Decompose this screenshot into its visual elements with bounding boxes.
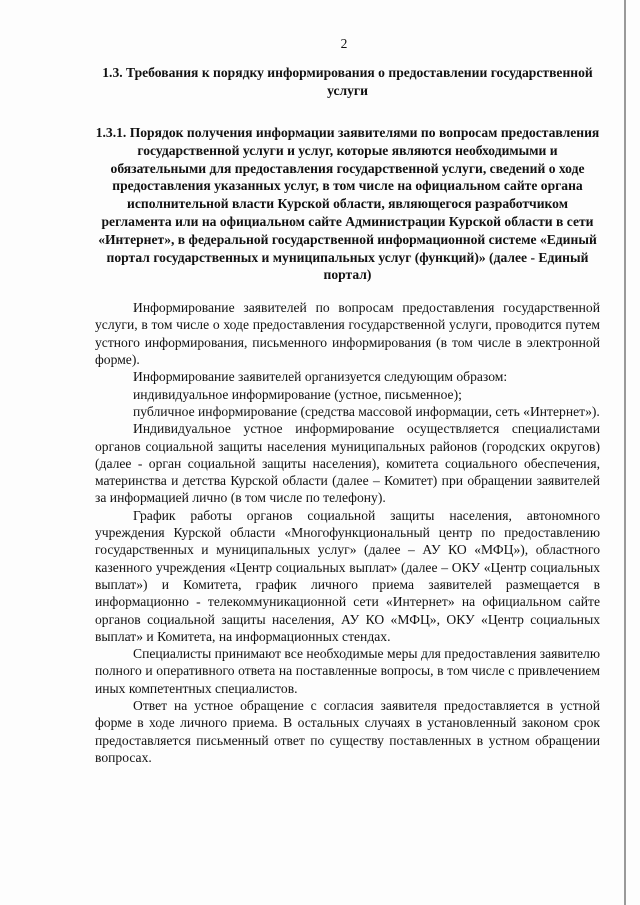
scan-edge-line [624, 0, 626, 905]
paragraph: публичное информирование (средства массовой информации, сеть «Интернет»). [133, 403, 600, 419]
body-text [95, 299, 600, 766]
paragraph: Информирование заявителей по вопросам предоставления государственной услуги, в том числе о ходе предоставления государственной услуги, проводится путем устного информирования, письменного информирования (в том числе в электронной форме). [95, 300, 600, 368]
paragraph: Индивидуальное устное информирование осуществляется специалистами органов социальной защиты населения муниципальных районов (городских округов) (далее - орган социальной защиты населения), комитета социального обеспечения, материнства и детства Курской области (далее – Комитет) при обращении заявителей за информацией лично (в том числе по телефону). [95, 421, 600, 506]
paragraph: Ответ на устное обращение с согласия заявителя предоставляется в устной форме в ходе личного приема. В остальных случаях в установленный законом срок предоставляется письменный ответ по существу поставленных в устном обращении вопросах. [95, 698, 600, 765]
page-content [95, 64, 600, 766]
paragraph: индивидуальное информирование (устное, письменное); [133, 386, 462, 402]
page-number: 2 [340, 36, 348, 51]
paragraph: Информирование заявителей организуется следующим образом: [133, 369, 508, 385]
paragraph: График работы органов социальной защиты населения, автономного учреждения Курской области «Многофункциональный центр по предоставлению государственных и муниципальных услуг» (далее – АУ КО «МФЦ»), областного казенного учреждения «Центр социальных выплат» (далее – ОКУ «Центр социальных выплат») и Комитета, график личного приема заявителей размещается в информационно - телекоммуникационной сети «Интернет» на официальном сайте органов социальной защиты населения, АУ КО «МФЦ», ОКУ «Центр социальных выплат» и Комитета, на информационных стендах. [95, 507, 600, 644]
subsection-title: 1.3.1. Порядок получения информации заявителями по вопросам предоставления государственной услуги и услуг, которые являются необходимыми и обязательными для предоставления государственной услуги, сведений о ходе предоставления указанных услуг, в том числе на официальном сайте органа исполнительной власти Курской области, являющегося разработчиком регламента или на официальном сайте Администрации Курской области в сети «Интернет», в федеральной государственной информационной системе «Единый портал государственных и муниципальных услуг (функций)» (далее - Единый портал) [95, 125, 600, 283]
paragraph: Специалисты принимают все необходимые меры для предоставления заявителю полного и оперативного ответа на поставленные вопросы, в том числе с привлечением иных компетентных специалистов. [95, 646, 600, 696]
section-heading: 1.3. Требования к порядку информирования о предоставлении государственной услуги [102, 65, 593, 98]
